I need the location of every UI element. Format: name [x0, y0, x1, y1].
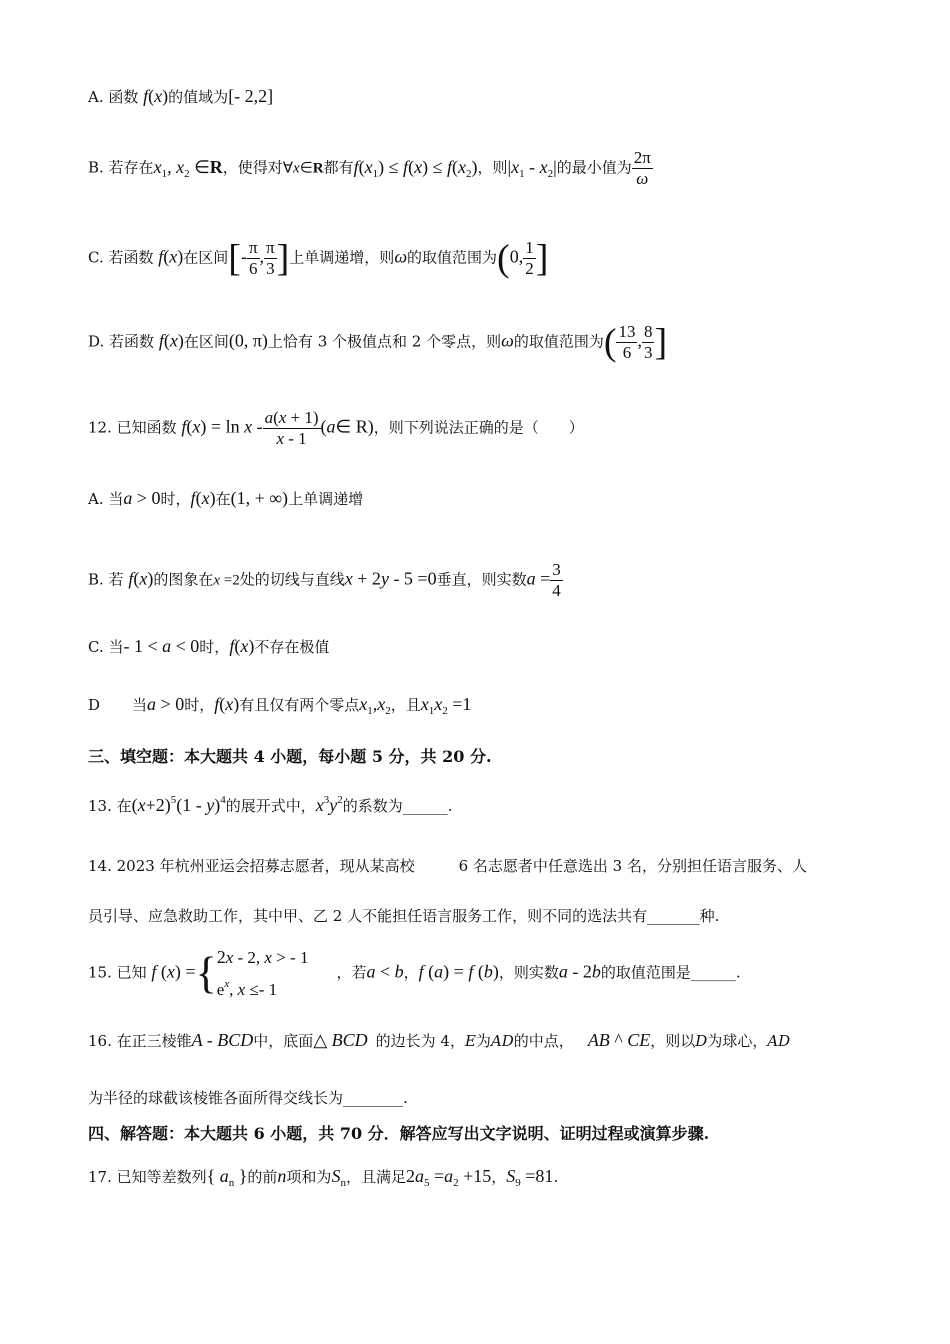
q17: [88, 1166, 558, 1193]
formula-minus: -: [240, 246, 247, 267]
q14-line1: [88, 856, 807, 876]
q16-text4: 为: [475, 1032, 491, 1050]
formula-x-eq-2: x =2: [213, 572, 240, 589]
q17-text4: ，且满足: [345, 1168, 406, 1186]
q14-line2: 员引导、应急救助工作，其中甲、乙 2 人不能担任语言服务工作，则不同的选法共有_______种.: [88, 907, 720, 925]
q15-text5: 的取值范围是______.: [600, 963, 741, 982]
q12-stem-text2: ，则下列说法正确的是（ ）: [373, 418, 584, 437]
q12-option-c: [88, 636, 329, 657]
formula-forall: ∀x∈R: [282, 160, 324, 177]
option-b-text4: 的最小值为: [556, 158, 632, 177]
q12-option-c-label: C. 当: [88, 638, 124, 656]
formula-range: [- 2,2]: [228, 86, 274, 106]
q15-text3: ，: [403, 963, 419, 982]
q14-text1: 14. 2023 年杭州亚运会招募志愿者，现从某高校: [88, 857, 415, 875]
option-d-text2: 上恰有 3 个极值点和 2 个零点，则: [267, 332, 502, 351]
formula-a-gt-0: a > 0: [147, 694, 185, 714]
formula-fa-eq-fb: f (a) = f (b): [418, 961, 499, 982]
q12-option-d-text1: 时，: [184, 696, 215, 714]
formula-condition1: $2a_5 =a_2 +15$: [405, 1166, 492, 1189]
formula-binomial: $(x+2)^5(1 - y)^4$: [131, 794, 226, 815]
q17-text6: .: [553, 1168, 559, 1186]
option-b-label: B. 若存在: [88, 158, 154, 177]
q16-text3: 的边长为 4，: [375, 1032, 465, 1050]
q16-text6: ，则以: [650, 1032, 696, 1050]
formula-pi-3: $\frac{\pi}{3}$: [266, 238, 275, 278]
bracket-close: ]: [276, 237, 290, 280]
formula-condition2: $S_9 =81$: [506, 1166, 554, 1189]
formula-3-4: $\frac{3}{4}$: [552, 560, 561, 600]
formula-pyramid: A - BCD: [191, 1030, 254, 1050]
formula-pi-6: $\frac{\pi}{6}$: [248, 238, 258, 278]
option-d-label: D. 若函数: [88, 332, 155, 351]
option-b-text2: 都有: [323, 158, 354, 177]
q11-option-b: [88, 148, 653, 189]
q16-line1: 16. 在正三棱锥A - BCD中，底面△ BCD 的边长为 4，E为AD的中点， AB ^ CE，则以D为球心，AD: [88, 1030, 791, 1050]
q12-option-a-text3: 上单调递增: [288, 490, 364, 508]
formula-fx: f(x): [128, 568, 154, 589]
formula-a-lt-b: a < b: [366, 961, 404, 982]
formula-omega: ω: [501, 330, 514, 351]
formula-a-in-r: (a∈ R): [320, 416, 374, 437]
q12-option-b-text2: 处的切线与直线: [239, 570, 345, 589]
formula-fx: f(x): [214, 694, 240, 714]
q12-option-c-text1: 时，: [199, 638, 230, 656]
option-b-text1: ，使得对: [222, 158, 283, 177]
formula-perp: AB ^ CE: [587, 1030, 651, 1050]
q16-text5: 的中点，: [513, 1032, 574, 1050]
q13-text2: 的展开式中，: [225, 797, 316, 815]
q13-text1: 13. 在: [88, 797, 132, 815]
paren-open: (: [603, 321, 617, 364]
q16-text7: 为球心，: [707, 1032, 768, 1050]
bracket-close: ]: [535, 237, 549, 280]
q12-option-d-text3: ，且: [390, 696, 421, 714]
formula-x1x2: $x_1$, $x_2$ ∈R: [153, 156, 223, 180]
formula-1-2: $\frac{1}{2}$: [525, 238, 534, 278]
q17-text5: ，: [491, 1168, 507, 1186]
formula-x3y2: $x^3y^2$: [315, 794, 343, 815]
q12-stem: [88, 408, 584, 449]
q11-option-d: D. 若函数 f(x)在区间(0, π)上恰有 3 个极值点和 2 个零点，则ω的取值范围为( $\frac{13}{6}$ , $\frac{8}{3}$ ]: [88, 321, 668, 364]
formula-fx: f(x): [190, 488, 216, 508]
q12-option-a-label: A. 当: [88, 490, 124, 508]
formula-piecewise: 2x - 2, x > - 1 $e^x$, x ≤- 1: [216, 947, 309, 999]
q12-option-b: [88, 560, 563, 601]
option-c-text3: 的取值范围为: [407, 248, 498, 267]
q17-text1: 17. 已知等差数列: [88, 1168, 207, 1186]
bracket-open: [: [228, 237, 241, 280]
q12-stem-text1: 12. 已知函数: [88, 418, 177, 437]
formula-an: { $a_n$ }: [206, 1166, 248, 1189]
formula-fx: f(x): [143, 86, 169, 106]
q15-text2: ，若: [336, 963, 367, 982]
q13-text3: 的系数为______.: [342, 797, 453, 815]
option-c-text1: 在区间: [183, 248, 229, 267]
formula-sn: $S_n$: [331, 1166, 346, 1189]
q12-option-b-label: B. 若: [88, 570, 124, 589]
paren-open: (: [497, 237, 510, 280]
formula-omega: ω: [394, 246, 408, 267]
q15-text4: ，则实数: [498, 963, 559, 982]
q11-option-a: [88, 86, 273, 107]
formula-ineq: $f(x_1) \le f(x) \le f(x_2)$: [353, 156, 478, 180]
formula-x1x2-product: $x_1x_2 =1$: [420, 694, 472, 717]
section-heading-solutions: 四、解答题：本大题共 6 小题，共 70 分．解答应写出文字说明、证明过程或演算步骤.: [88, 1124, 710, 1143]
q16-line2: 为半径的球截该棱锥各面所得交线长为________.: [88, 1089, 408, 1107]
option-a-label: A. 函数: [88, 88, 139, 106]
q12-option-b-text1: 的图象在: [153, 570, 214, 589]
formula-line: x + 2y - 5 =0: [344, 568, 437, 589]
formula-13-6: $\frac{13}{6}$: [618, 322, 636, 362]
option-a-text: 的值域为: [168, 88, 229, 106]
q12-option-a-text2: 在: [215, 490, 231, 508]
bracket-close: ]: [654, 321, 668, 364]
q12-option-a-text1: 时，: [160, 490, 191, 508]
formula-a-gt-0: a > 0: [123, 488, 161, 508]
formula-fx-def: f(x) = ln x -: [181, 416, 263, 437]
q12-option-d-text0: 当: [132, 696, 148, 714]
formula-a-frac: $\frac{a(x + 1)}{x - 1}$: [264, 408, 319, 448]
formula-a-eq: a =: [526, 568, 551, 589]
q12-option-d-label: D: [88, 696, 101, 714]
formula-n: n: [277, 1166, 287, 1186]
formula-fx: f (x) =: [151, 961, 196, 982]
formula-a-2b: a - 2b: [558, 961, 601, 982]
formula-triangle-bcd: △ BCD: [313, 1030, 368, 1050]
q16-text2: 中，底面: [253, 1032, 314, 1050]
formula-interval: (1, + ∞): [230, 488, 289, 508]
q16-text1: 16. 在正三棱锥: [88, 1032, 192, 1050]
formula-2pi-omega: $\frac{2\pi}{\omega}$: [633, 148, 651, 188]
q15-text1: 15. 已知: [88, 963, 147, 982]
option-c-text2: 上单调递增，则: [289, 248, 395, 267]
formula-fx: f(x): [229, 636, 255, 656]
option-b-text3: ，则: [477, 158, 508, 177]
formula-abs: $|x_1 - x_2|$: [507, 156, 557, 180]
q12-option-a: [88, 488, 363, 509]
q14-text2: 6 名志愿者中任意选出 3 名，分别担任语言服务、人: [458, 857, 807, 875]
q13: [88, 790, 453, 816]
formula-fx: f(x): [158, 330, 184, 351]
formula-interval: (0, π): [228, 330, 268, 351]
q11-option-c: C. 若函数 f(x)在区间[- $\frac{\pi}{6}$ , $\frac{\pi}{3}$ ]上单调递增，则ω的取值范围为(0, $\frac{1}{2}$ ]: [88, 237, 549, 280]
formula-fx: f(x): [158, 246, 184, 267]
formula-range-a: - 1 < a < 0: [123, 636, 200, 656]
q12-option-b-text3: 垂直，则实数: [436, 570, 527, 589]
option-d-text1: 在区间: [183, 332, 229, 351]
q17-text3: 项和为: [286, 1168, 332, 1186]
option-c-label: C. 若函数: [88, 248, 154, 267]
section-heading-fill-in: 三、填空题：本大题共 4 小题，每小题 5 分，共 20 分.: [88, 747, 492, 766]
q12-option-c-text2: 不存在极值: [254, 638, 330, 656]
q17-text2: 的前: [247, 1168, 278, 1186]
formula-8-3: $\frac{8}{3}$: [643, 322, 653, 362]
q12-option-d-text2: 有且仅有两个零点: [239, 696, 360, 714]
brace-icon: {: [195, 948, 217, 998]
q15: [88, 944, 741, 1003]
q12-option-d: [88, 694, 471, 721]
option-d-text3: 的取值范围为: [513, 332, 604, 351]
formula-x1x2-pair: $x_1,x_2$: [359, 694, 391, 717]
